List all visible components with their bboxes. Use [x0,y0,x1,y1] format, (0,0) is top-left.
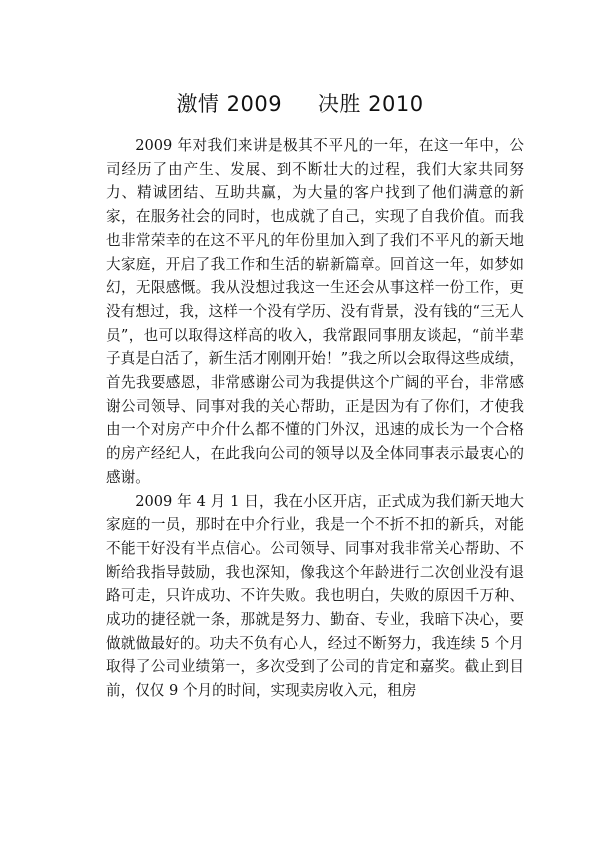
document-body [106,134,524,703]
paragraph-1: 2009 年对我们来讲是极其不平凡的一年，在这一年中，公司经历了由产生、发展、到不断壮大的过程，我们大家共同努力、精诚团结、互助共赢，为大量的客户找到了他们满意的新家，在服务社会的同时，也成就了自己，实现了自我价值。而我也非常荣幸的在这不平凡的年份里加入到了我们不平凡的新天地大家庭，开启了我工作和生活的崭新篇章。回首这一年，如梦如幻，无限感慨。我从没想过我这一生还会从事这样一份工作，更没有想过，我，这样一个没有学历、没有背景，没有钱的“三无人员”，也可以取得这样高的收入，我常跟同事朋友谈起，“前半辈子真是白活了，新生活才刚刚开始！”我之所以会取得这些成绩，首先我要感恩，非常感谢公司为我提供这个广阔的平台，非常感谢公司领导、同事对我的关心帮助，正是因为有了你们，才使我由一个对房产中介什么都不懂的门外汉，迅速的成长为一个合格的房产经纪人，在此我向公司的领导以及全体同事表示最衷心的感谢。 [106,137,524,486]
document-title: 激情 2009 决胜 2010 [176,92,424,116]
paragraph-2: 2009 年 4 月 1 日，我在小区开店，正式成为我们新天地大家庭的一员，那时在中介行业，我是一个不折不扣的新兵，对能不能干好没有半点信心。公司领导、同事对我非常关心帮助、不断给我指导鼓励，我也深知，像我这个年龄进行二次创业没有退路可走，只许成功、不许失败。我也明白，失败的原因千万种、成功的捷径就一条，那就是努力、勤奋、专业，我暗下决心，要做就做最好的。功夫不负有心人，经过不断努力，我连续 5 个月取得了公司业绩第一，多次受到了公司的肯定和嘉奖。截止到目前，仅仅 9 个月的时间，实现卖房收入元，租房 [106,492,524,700]
